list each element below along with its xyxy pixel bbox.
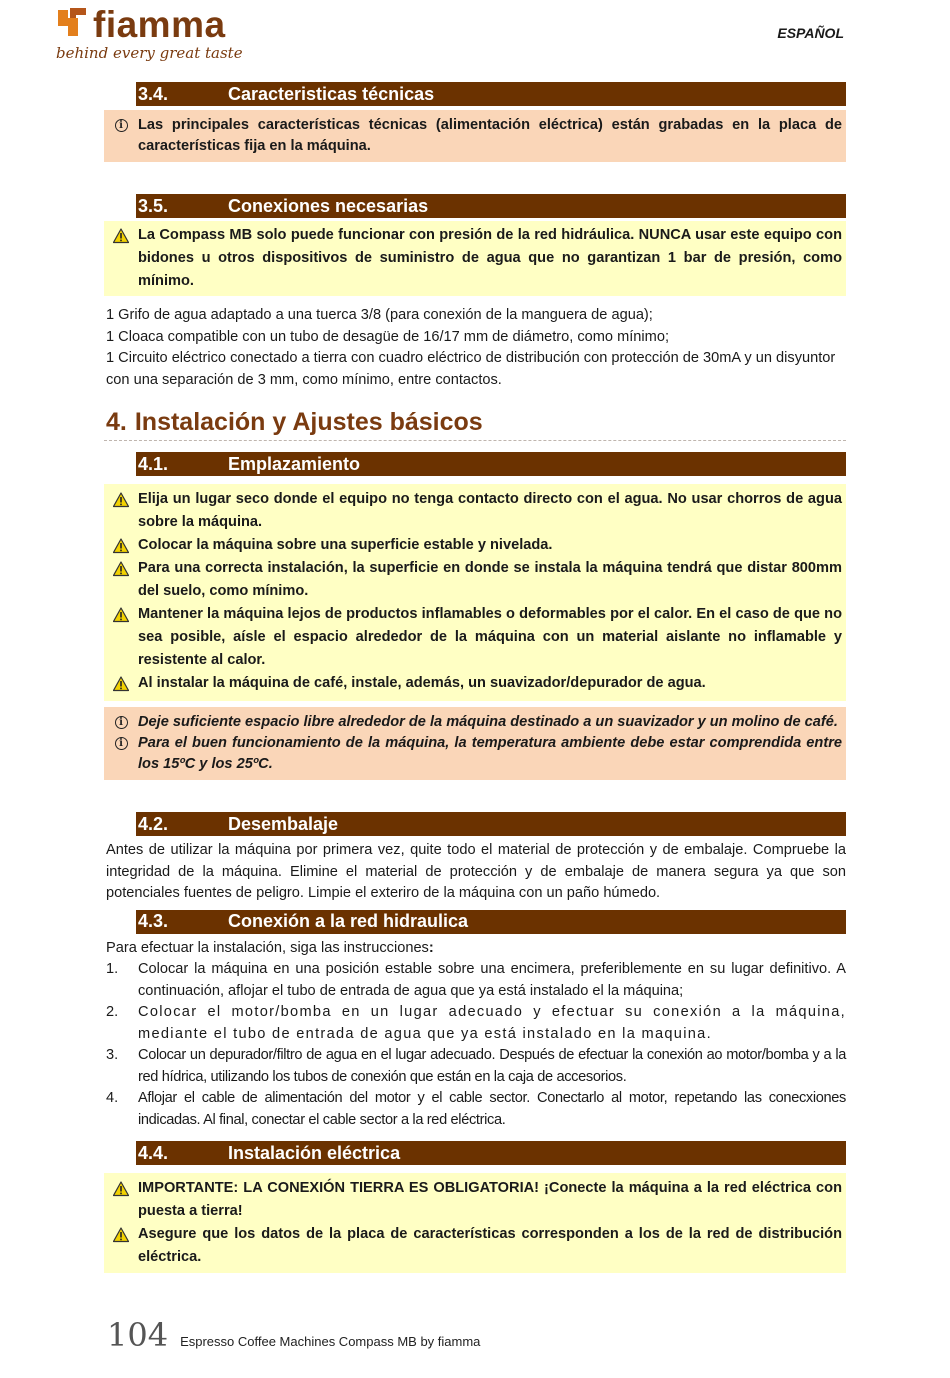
warning-note (104, 1177, 842, 1223)
info-text: Para el buen funcionamiento de la máquina, la temperatura ambiente debe estar comprendida entre los 15ºC y los 25ºC. (138, 735, 842, 772)
section-number: 3.4. (138, 83, 169, 104)
section-number: 4.1. (138, 453, 169, 474)
info-icon: i (115, 737, 128, 750)
info-note (104, 115, 842, 157)
section-heading-4-3 (136, 910, 846, 934)
warning-text: Mantener la máquina lejos de productos inflamables o deformables por el calor. En el caso de que no sea posible, aísle el espacio alrededor de la máquina con un material aislante no inflamable y resistente al calor. (138, 606, 842, 668)
section-heading-4-1 (136, 452, 846, 476)
unpacking-text: Antes de utilizar la máquina por primera vez, quite todo el material de protección y de embalaje. Compruebe la integridad de la máquina. Elimine el material de protección y de embalaje de manera segura ya que son potenciales fuentes de peligro. Limpie el exteriro de la máquina con un paño húmedo. (106, 842, 846, 901)
info-box (104, 110, 846, 162)
warning-icon (113, 607, 129, 623)
section-title: Caracteristicas técnicas (228, 83, 435, 104)
warning-icon (113, 1181, 129, 1197)
warning-note (104, 488, 842, 534)
warning-note (104, 224, 842, 293)
requirement-line: 1 Circuito eléctrico conectado a tierra con cuadro eléctrico de distribución con protección de 30mA y un disyuntor con una separación de 3 mm, como mínimo, entre contactos. (106, 350, 836, 388)
info-box (104, 707, 846, 780)
step-number: 1. (106, 961, 119, 977)
fiamma-logo-icon (56, 6, 90, 40)
warning-text: Al instalar la máquina de café, instale, además, un suavizador/depurador de agua. (138, 675, 706, 691)
warning-box (104, 221, 846, 296)
step-text: Aflojar el cable de alimentación del motor y el cable sector. Conectarlo al motor, repetando las conecxiones indicadas. Al final, conectar el cable sector a la red eléctrica. (138, 1090, 846, 1128)
brand-name: fiamma (93, 4, 226, 45)
requirement-line: 1 Cloaca compatible con un tubo de desagüe de 16/17 mm de diámetro, como mínimo; (106, 328, 669, 345)
section-number: 4.4. (138, 1142, 169, 1163)
info-icon: i (115, 716, 128, 729)
section-title: Instalación eléctrica (228, 1142, 401, 1163)
info-text: Las principales características técnicas (alimentación eléctrica) están grabadas en la placa de características fija en la máquina. (138, 117, 842, 154)
warning-icon (113, 1227, 129, 1243)
warning-text: Elija un lugar seco donde el equipo no tenga contacto directo con el agua. No usar chorros de agua sobre la máquina. (138, 491, 842, 530)
warning-box (104, 1173, 846, 1273)
section-title: Emplazamiento (228, 453, 361, 474)
section-heading-4-4 (136, 1141, 846, 1165)
warning-text: Colocar la máquina sobre una superficie estable y nivelada. (138, 537, 553, 553)
warning-note (104, 534, 842, 557)
step-text: Colocar un depurador/filtro de agua en el lugar adecuado. Después de efectuar la conexión ao motor/bomba y a la red hídrica, utilizando los tubos de conexión que están en la caja de accesorios. (138, 1047, 846, 1085)
list-item (104, 1088, 846, 1131)
info-icon: i (115, 119, 128, 132)
warning-icon (113, 561, 129, 577)
warning-note (104, 603, 842, 672)
step-number: 2. (106, 1004, 119, 1020)
info-note (104, 712, 842, 733)
warning-box (104, 484, 846, 701)
section-title: Conexión a la red hidraulica (228, 911, 469, 931)
installation-steps (104, 959, 846, 1131)
language-label: ESPAÑOL (777, 25, 844, 41)
warning-text: Asegure que los datos de la placa de características corresponden a los de la red de distribución eléctrica. (138, 1226, 842, 1265)
list-item (104, 959, 846, 1002)
page-footer (107, 1316, 480, 1354)
info-text: Deje suficiente espacio libre alrededor de la máquina destinado a un suavizador y un molino de café. (138, 714, 838, 730)
section-title: Conexiones necesarias (228, 195, 429, 216)
warning-icon (113, 492, 129, 508)
requirement-line: 1 Grifo de agua adaptado a una tuerca 3/8 (para conexión de la manguera de agua); (106, 307, 653, 323)
requirements-list (104, 305, 846, 391)
info-note (104, 733, 842, 775)
section-number: 4.3. (138, 911, 169, 931)
section-number: 3.5. (138, 195, 169, 216)
warning-icon (113, 676, 129, 692)
list-item (104, 1045, 846, 1088)
step-text: Colocar el motor/bomba en un lugar adecuado y efectuar su conexión a la máquina, mediante el tubo de entrada de agua que ya está instalado en la maquina. (138, 1004, 846, 1042)
footer-text: Espresso Coffee Machines Compass MB by fiamma (180, 1334, 481, 1349)
step-number: 3. (106, 1047, 119, 1063)
chapter-heading (104, 407, 846, 441)
section-number: 4.2. (138, 813, 169, 834)
section-title: Desembalaje (228, 813, 339, 834)
step-text: Colocar la máquina en una posición estable sobre una encimera, preferiblemente en su lugar definitivo. A continuación, aflojar el tubo de entrada de agua que ya está instalado el la máquina; (138, 961, 846, 999)
chapter-title: Instalación y Ajustes básicos (134, 408, 483, 436)
page-number: 104 (107, 1316, 169, 1354)
intro-text: Para efectuar la instalación, siga las instrucciones (106, 939, 429, 956)
section-heading-3-5 (136, 194, 846, 218)
warning-icon (113, 228, 129, 244)
page-content (104, 82, 846, 1273)
brand-tagline: behind every great taste (56, 44, 243, 62)
section-heading-3-4 (136, 82, 846, 106)
warning-text: La Compass MB solo puede funcionar con presión de la red hidráulica. NUNCA usar este equipo con bidones u otros dispositivos de suministro de agua que no garantizan 1 bar de presión, como mínimo. (138, 227, 842, 289)
intro-colon: : (428, 939, 434, 956)
warning-text: IMPORTANTE: LA CONEXIÓN TIERRA ES OBLIGATORIA! ¡Conecte la máquina a la red eléctrica con puesta a tierra! (138, 1180, 842, 1219)
warning-note (104, 557, 842, 603)
warning-note (104, 1223, 842, 1269)
warning-text: Para una correcta instalación, la superficie en donde se instala la máquina tendrá que distar 800mm del suelo, como mínimo. (138, 560, 842, 599)
fiamma-logo (56, 4, 243, 64)
step-number: 4. (106, 1090, 119, 1106)
instructions-intro (104, 938, 846, 960)
section-heading-4-2 (136, 812, 846, 836)
warning-note (104, 672, 842, 695)
warning-icon (113, 538, 129, 554)
chapter-number: 4. (106, 408, 127, 436)
list-item (104, 1002, 846, 1045)
